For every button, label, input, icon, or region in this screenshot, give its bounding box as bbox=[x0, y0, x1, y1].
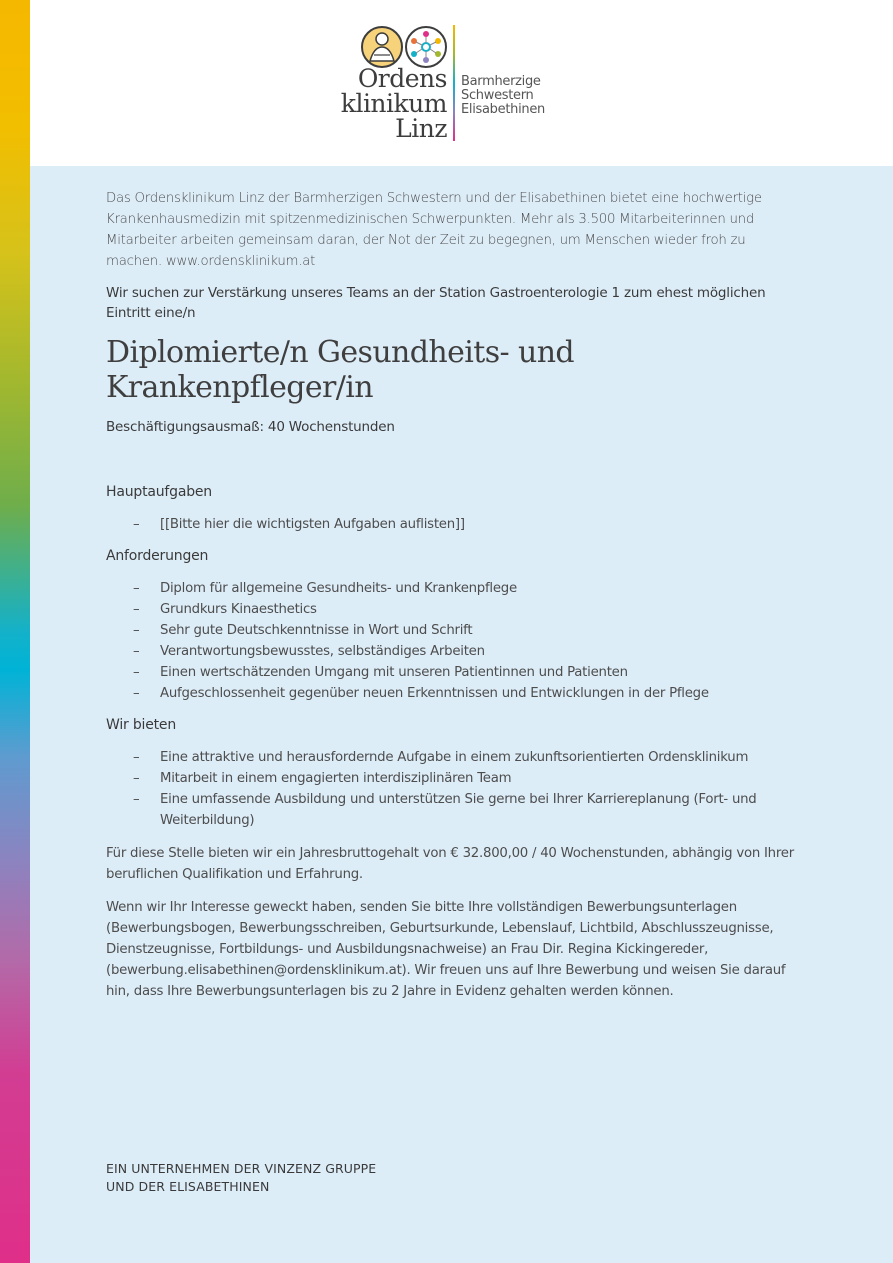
requirements-list bbox=[106, 578, 796, 704]
logo-subtitle-line: Schwestern bbox=[461, 88, 534, 103]
list-item-text: Sehr gute Deutschkenntnisse in Wort und Schrift bbox=[160, 623, 473, 638]
job-title: Diplomierte/n Gesundheits- und Krankenpfleger/in bbox=[106, 335, 575, 405]
list-dash: – bbox=[133, 750, 140, 765]
section-heading-we-offer: Wir bieten bbox=[106, 717, 176, 733]
list-item-text: Verantwortungsbewusstes, selbständiges Arbeiten bbox=[160, 644, 485, 659]
list-item-text: Einen wertschätzenden Umgang mit unseren Patientinnen und Patienten bbox=[160, 665, 628, 680]
list-item bbox=[106, 768, 796, 789]
main-tasks-list bbox=[106, 514, 796, 535]
posting-body bbox=[106, 188, 796, 1002]
logo-line: Ordens bbox=[357, 64, 447, 93]
application-text: Wenn wir Ihr Interesse geweckt haben, senden Sie bitte Ihre vollständigen Bewerbungsunterlagen (Bewerbungsbogen, Bewerbungsschreiben, Geburtsurkunde, Lebenslauf, Lichtbild, Abschlusszeugnisse, Dienstzeugnisse, Fortbildungs- und Ausbildungsnachweise) an Frau Dir. Regina Kickingereder, (bewerbung.elisabethinen@ordensklinikum.at). Wir freuen uns auf Ihre Bewerbung und weisen Sie darauf hin, dass Ihre Bewerbungsunterlagen bis zu 2 Jahre in Evidenz gehalten werden können. bbox=[106, 900, 786, 999]
list-item-text: Mitarbeit in einem engagierten interdisziplinären Team bbox=[160, 771, 512, 786]
list-item-text: Diplom für allgemeine Gesundheits- und Krankenpflege bbox=[160, 581, 517, 596]
list-dash: – bbox=[133, 644, 140, 659]
list-item bbox=[106, 599, 796, 620]
list-dash: – bbox=[133, 792, 140, 807]
footer-line: UND DER ELISABETHINEN bbox=[106, 1179, 270, 1194]
list-dash: – bbox=[133, 665, 140, 680]
footer bbox=[106, 1160, 376, 1196]
list-dash: – bbox=[133, 771, 140, 786]
logo-line: klinikum bbox=[340, 89, 447, 118]
list-item bbox=[106, 683, 796, 704]
section-heading-main-tasks: Hauptaufgaben bbox=[106, 484, 212, 500]
lead-text: Wir suchen zur Verstärkung unseres Teams an der Station Gastroenterologie 1 zum ehest möglichen Eintritt eine/n bbox=[106, 285, 766, 321]
employment-extent: Beschäftigungsausmaß: 40 Wochenstunden bbox=[106, 419, 395, 435]
list-item-text: Grundkurs Kinaesthetics bbox=[160, 602, 317, 617]
logo bbox=[330, 22, 590, 144]
list-item-text: Eine umfassende Ausbildung und unterstützen Sie gerne bei Ihrer Karriereplanung (Fort- und Weiterbildung) bbox=[160, 792, 757, 828]
list-item bbox=[106, 662, 796, 683]
list-item bbox=[106, 789, 796, 831]
we-offer-list bbox=[106, 747, 796, 831]
list-item bbox=[106, 620, 796, 641]
section-heading-requirements: Anforderungen bbox=[106, 548, 209, 564]
list-dash: – bbox=[133, 517, 140, 532]
list-dash: – bbox=[133, 623, 140, 638]
list-item-text: [[Bitte hier die wichtigsten Aufgaben auflisten]] bbox=[160, 517, 465, 532]
logo-line: Linz bbox=[395, 114, 447, 143]
logo-subtitle bbox=[461, 75, 545, 117]
list-item bbox=[106, 641, 796, 662]
job-posting bbox=[30, 166, 893, 1263]
list-dash: – bbox=[133, 581, 140, 596]
color-stripe bbox=[0, 0, 30, 1263]
logo-subtitle-line: Barmherzige bbox=[461, 74, 541, 89]
logo-subtitle-line: Elisabethinen bbox=[461, 102, 545, 117]
header bbox=[30, 0, 893, 166]
intro-text: Das Ordensklinikum Linz der Barmherzigen Schwestern und der Elisabethinen bietet eine hochwertige Krankenhausmedizin mit spitzenmedizinischen Schwerpunkten. Mehr als 3.500 Mitarbeiterinnen und Mitarbeiter arbeiten gemeinsam daran, der Not der Zeit zu begegnen, um Menschen wieder froh zu machen. www.ordensklinikum.at bbox=[106, 191, 762, 269]
logo-divider bbox=[453, 25, 455, 141]
list-item bbox=[106, 578, 796, 599]
footer-line: EIN UNTERNEHMEN DER VINZENZ GRUPPE bbox=[106, 1161, 377, 1176]
salary-text: Für diese Stelle bieten wir ein Jahresbruttogehalt von € 32.800,00 / 40 Wochenstunden, abhängig von Ihrer beruflichen Qualifikation und Erfahrung. bbox=[106, 846, 794, 882]
list-dash: – bbox=[133, 686, 140, 701]
list-item-text: Aufgeschlossenheit gegenüber neuen Erkenntnissen und Entwicklungen in der Pflege bbox=[160, 686, 709, 701]
list-item bbox=[106, 514, 796, 535]
list-item-text: Eine attraktive und herausfordernde Aufgabe in einem zukunftsorientierten Ordensklinikum bbox=[160, 750, 749, 765]
list-dash: – bbox=[133, 602, 140, 617]
list-item bbox=[106, 747, 796, 768]
logo-wordmark bbox=[330, 66, 447, 141]
